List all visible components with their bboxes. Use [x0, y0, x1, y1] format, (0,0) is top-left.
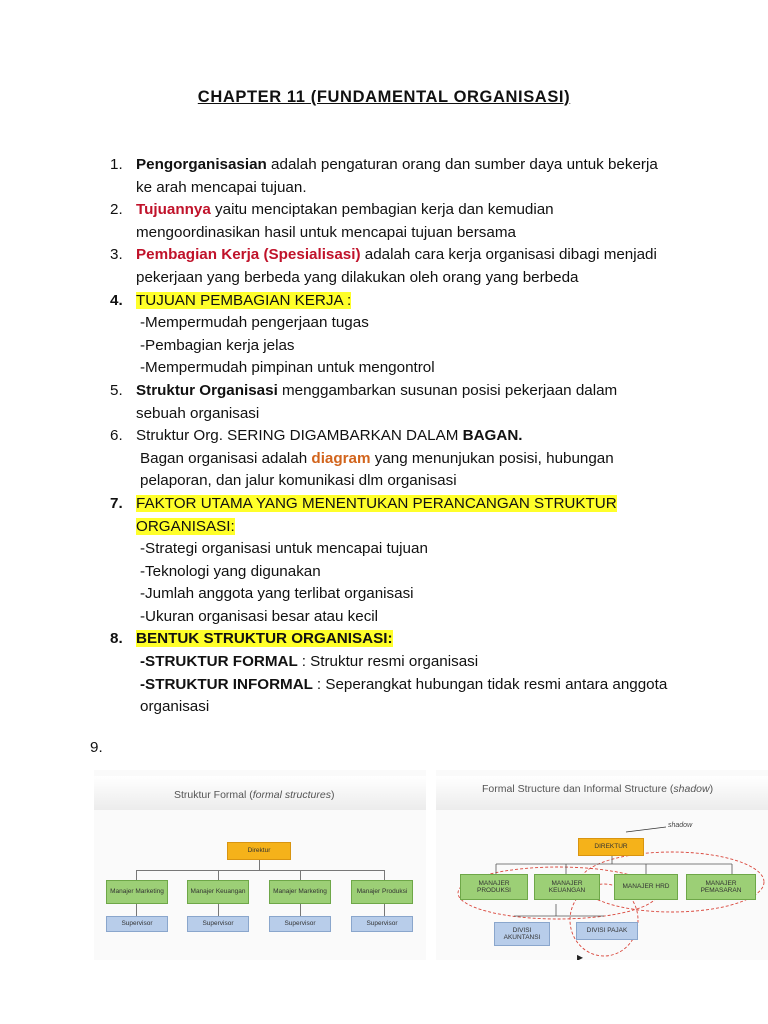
sub-paragraph: [136, 448, 670, 493]
sub-point-informal: [136, 674, 670, 719]
term-diagram: diagram: [311, 449, 371, 467]
shadow-label: shadow: [668, 822, 693, 829]
item-text: menggambarkan susunan posisi pekerjaan dalam sebuah organisasi: [136, 381, 618, 422]
figure-title-end: ): [709, 783, 714, 795]
document-body: [90, 154, 670, 756]
connector: [136, 870, 137, 880]
org-box-manager: MANAJER PRODUKSI: [460, 874, 528, 900]
connector: [218, 870, 219, 880]
list-item-1: [110, 154, 670, 199]
term-bagan: BAGAN.: [462, 427, 523, 445]
heading-faktor-utama: FAKTOR UTAMA YANG MENENTUKAN PERANCANGAN STRUKTUR ORGANISASI:: [136, 494, 617, 535]
org-box-manager: Manajer Marketing: [269, 880, 331, 904]
list-item-5: [110, 380, 670, 425]
figure-title-italic: formal structures: [252, 789, 331, 801]
item-number: 1.: [110, 156, 123, 173]
heading-bentuk-struktur: BENTUK STRUKTUR ORGANISASI:: [136, 630, 393, 648]
sub-point: -Mempermudah pimpinan untuk mengontrol: [140, 359, 435, 377]
sub-point: -Pembagian kerja jelas: [140, 336, 295, 354]
connector: [136, 870, 384, 871]
org-box-division: DIVISI PAJAK: [576, 922, 638, 940]
list-item-2: [110, 199, 670, 244]
term-struktur-organisasi: Struktur Organisasi: [136, 381, 278, 399]
item-number: 9.: [90, 738, 103, 756]
connector: [136, 904, 137, 916]
shadow-pointer: [626, 827, 666, 832]
sub-point: -Ukuran organisasi besar atau kecil: [140, 607, 379, 625]
term-pembagian-kerja: Pembagian Kerja (Spesialisasi): [136, 246, 361, 264]
list-item-8: [110, 628, 670, 718]
item-text: Struktur Org. SERING DIGAMBARKAN DALAM: [136, 427, 463, 445]
org-box-supervisor: Supervisor: [187, 916, 249, 932]
sub-text-post: yang menunjukan posisi, hubungan pelaporan, dan jalur komunikasi dlm organisasi: [140, 449, 614, 490]
org-box-manager: MANAJER PEMASARAN: [686, 874, 756, 900]
org-box-division: DIVISI AKUNTANSI: [494, 922, 550, 946]
heading-tujuan-pembagian: TUJUAN PEMBAGIAN KERJA :: [136, 291, 352, 309]
sub-point: -Jumlah anggota yang terlibat organisasi: [140, 585, 414, 603]
figure-formal-structure: [94, 770, 426, 960]
item-number: 5.: [110, 381, 123, 399]
connector: [218, 904, 219, 916]
org-box-manager: Manajer Keuangan: [187, 880, 249, 904]
org-box-manager: Manajer Marketing: [106, 880, 168, 904]
org-box-supervisor: Supervisor: [351, 916, 413, 932]
connector: [300, 904, 301, 916]
item-number: 3.: [110, 246, 123, 264]
figure-informal-structure: [436, 770, 768, 960]
org-box-direktur: Direktur: [227, 842, 291, 860]
item-number: 2.: [110, 201, 123, 219]
item-number: 7.: [110, 494, 123, 512]
page-title: CHAPTER 11 (FUNDAMENTAL ORGANISASI): [197, 88, 571, 106]
cursor-mark: ▸: [577, 950, 584, 960]
list-item-7: [110, 493, 670, 629]
org-box-manager: MANAJER KEUANGAN: [534, 874, 600, 900]
label-struktur-formal: -STRUKTUR FORMAL: [140, 653, 302, 671]
text-struktur-informal: : Seperangkat hubungan tidak resmi antara anggota organisasi: [140, 675, 668, 716]
sub-point-formal: [136, 651, 670, 674]
item-number: 4.: [110, 291, 123, 309]
sub-point: -Teknologi yang digunakan: [140, 562, 321, 580]
item-number: 8.: [110, 630, 123, 648]
list-item-6: [110, 425, 670, 493]
figure-title-text: Struktur Formal (: [174, 789, 253, 801]
term-tujuannya: Tujuannya: [136, 201, 211, 219]
item-text: adalah pengaturan orang dan sumber daya untuk bekerja ke arah mencapai tujuan.: [136, 156, 658, 196]
org-box-direktur: DIREKTUR: [578, 838, 644, 856]
list-item-3: [110, 244, 670, 289]
org-box-manager: Manajer Produksi: [351, 880, 413, 904]
figure-title-italic: shadow: [673, 783, 710, 795]
figure-title-end: ): [330, 789, 335, 801]
connector: [300, 870, 301, 880]
item-text: yaitu menciptakan pembagian kerja dan kemudian mengoordinasikan hasil untuk mencapai tujuan bersama: [136, 201, 554, 241]
item-text: adalah cara kerja organisasi dibagi menjadi pekerjaan yang berbeda yang dilakukan oleh orang yang berbeda: [136, 246, 657, 286]
connector: [384, 904, 385, 916]
sub-point: -Mempermudah pengerjaan tugas: [140, 314, 369, 332]
item-number: 6.: [110, 427, 123, 445]
term-pengorganisasian: Pengorganisasian: [136, 156, 267, 173]
sub-point: -Strategi organisasi untuk mencapai tujuan: [140, 540, 428, 558]
figure-title: [94, 776, 426, 810]
list-item-4: [110, 290, 670, 380]
spacer: [110, 719, 670, 737]
text-struktur-formal: : Struktur resmi organisasi: [301, 653, 479, 671]
org-box-supervisor: Supervisor: [269, 916, 331, 932]
figure-title-text: Formal Structure dan Informal Structure (: [482, 783, 674, 795]
org-box-supervisor: Supervisor: [106, 916, 168, 932]
label-struktur-informal: -STRUKTUR INFORMAL: [140, 675, 317, 693]
org-box-manager: MANAJER HRD: [614, 874, 678, 900]
connector: [384, 870, 385, 880]
sub-text-pre: Bagan organisasi adalah: [140, 449, 312, 467]
